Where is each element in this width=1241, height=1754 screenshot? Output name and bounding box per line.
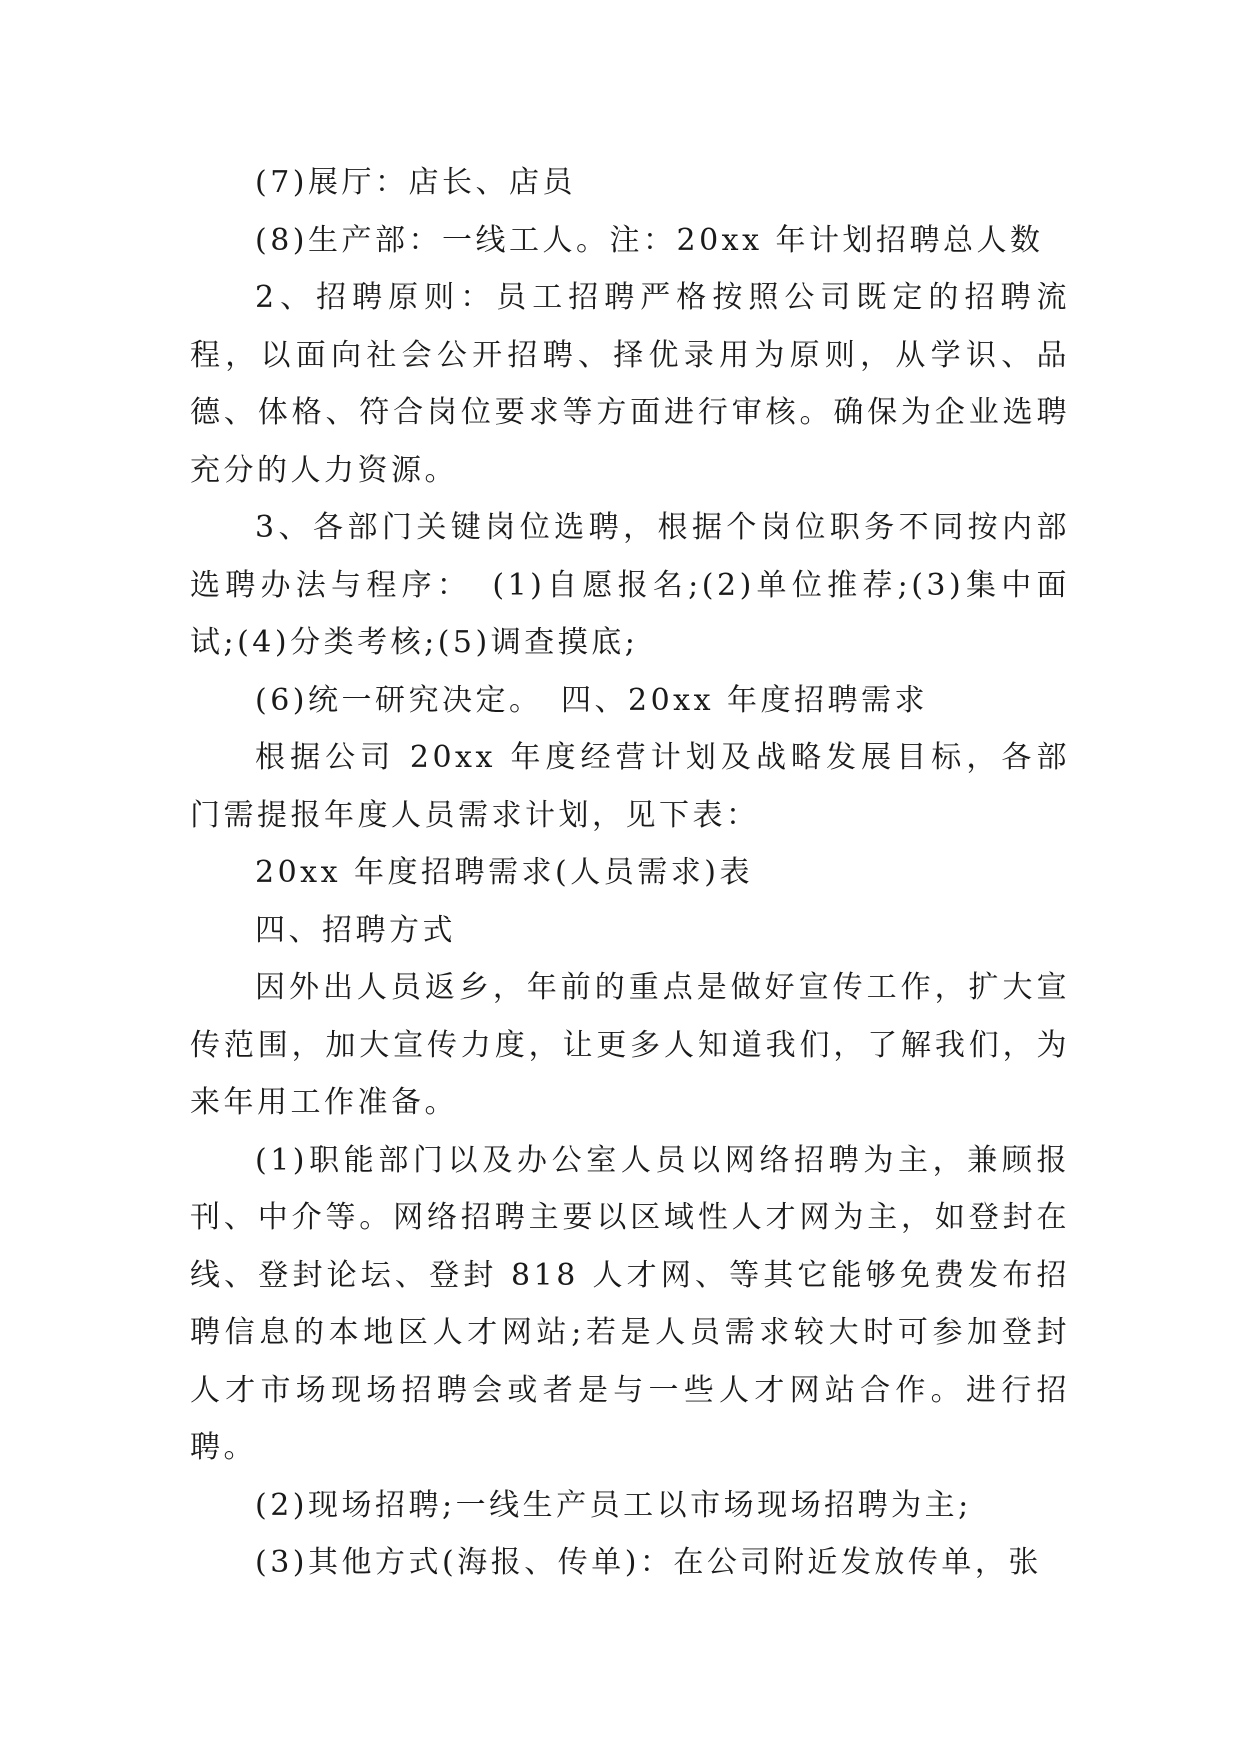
paragraph-other-methods: (3)其他方式(海报、传单)：在公司附近发放传单，张: [255, 1545, 1042, 1580]
paragraph-showroom: (7)展厅：店长、店员: [255, 165, 576, 200]
paragraph-table-caption: 20xx 年度招聘需求(人员需求)表: [255, 855, 753, 890]
paragraph-demand-plan: 根据公司 20xx 年度经营计划及战略发展目标，各部门需提报年度人员需求计划，见下表：: [190, 740, 1070, 833]
paragraph-recruitment-principle: 2、招聘原则：员工招聘严格按照公司既定的招聘流程，以面向社会公开招聘、择优录用为原则，从学识、品德、体格、符合岗位要求等方面进行审核。确保为企业选聘充分的人力资源。: [190, 280, 1070, 488]
section-heading-methods: 四、招聘方式: [255, 912, 456, 948]
paragraph-key-positions: 3、各部门关键岗位选聘，根据个岗位职务不同按内部选聘办法与程序： (1)自愿报名;(2)单位推荐;(3)集中面试;(4)分类考核;(5)调查摸底;: [190, 510, 1070, 660]
document-body: [190, 154, 1070, 1592]
paragraph-onsite-recruitment: (2)现场招聘;一线生产员工以市场现场招聘为主;: [255, 1487, 972, 1523]
paragraph-production: (8)生产部：一线工人。注：20xx 年计划招聘总人数: [255, 222, 1044, 258]
paragraph-decision: (6)统一研究决定。 四、20xx 年度招聘需求: [255, 682, 929, 718]
paragraph-online-recruitment: (1)职能部门以及办公室人员以网络招聘为主，兼顾报刊、中介等。网络招聘主要以区域性人才网为主，如登封在线、登封论坛、登封 818 人才网、等其它能够免费发布招聘信息的本地区人才网站;若是人员需求较大时可参加登封人才市场现场招聘会或者是与一些人才网站合作。进行招聘。: [190, 1142, 1070, 1465]
paragraph-publicity: 因外出人员返乡，年前的重点是做好宣传工作，扩大宣传范围，加大宣传力度，让更多人知道我们，了解我们，为来年用工作准备。: [190, 970, 1070, 1120]
